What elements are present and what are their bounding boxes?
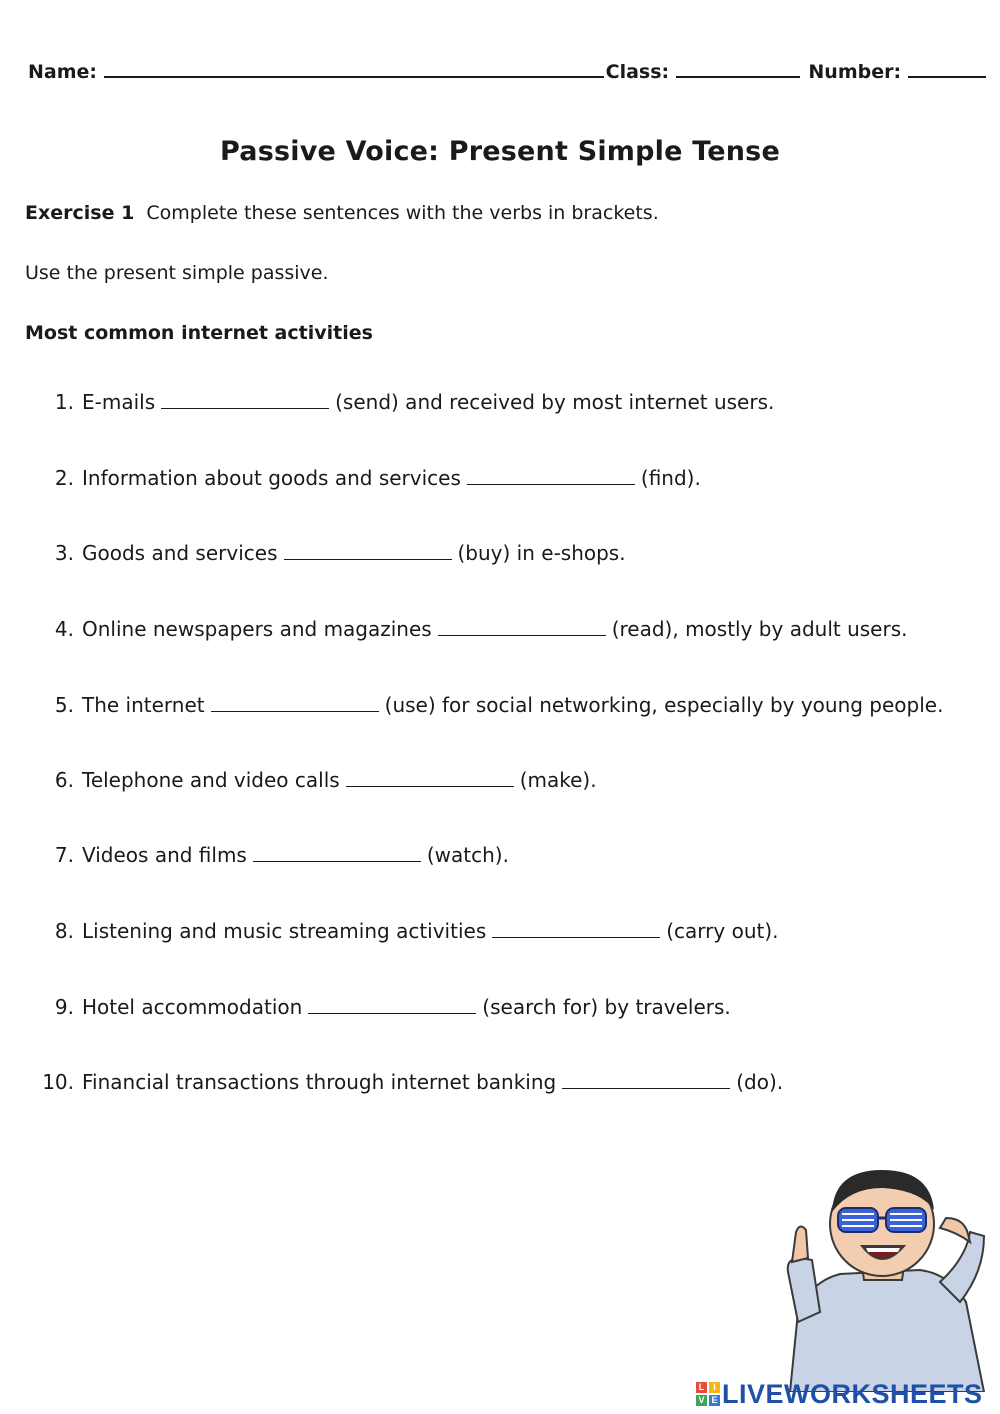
subheading: Most common internet activities <box>25 322 373 344</box>
answer-blank[interactable] <box>562 1070 730 1089</box>
item-text-before: Videos and films <box>82 843 247 867</box>
item-number: 9. <box>54 995 74 1019</box>
exercise-label: Exercise 1 <box>25 202 135 224</box>
item-text-after: (watch). <box>426 843 509 867</box>
boy-illustration <box>770 1162 994 1392</box>
answer-blank[interactable] <box>438 617 606 636</box>
exercise-instruction <box>25 202 659 224</box>
student-info-line <box>28 58 972 83</box>
name-blank[interactable] <box>104 58 604 78</box>
number-blank[interactable] <box>908 58 986 78</box>
item-text-after: (buy) in e-shops. <box>457 541 626 565</box>
class-label: Class: <box>605 61 670 83</box>
answer-blank[interactable] <box>492 919 660 938</box>
number-label: Number: <box>808 61 902 83</box>
answer-blank[interactable] <box>346 768 514 787</box>
worksheet-title: Passive Voice: Present Simple Tense <box>220 136 780 167</box>
item-text-before: The internet <box>82 693 205 717</box>
item-text-after: (do). <box>736 1070 784 1094</box>
item-text-after: (make). <box>519 768 597 792</box>
item-text-before: E-mails <box>82 390 156 414</box>
item-number: 2. <box>54 466 74 490</box>
class-blank[interactable] <box>676 58 800 78</box>
name-label: Name: <box>28 61 98 83</box>
item-number: 8. <box>54 919 74 943</box>
answer-blank[interactable] <box>253 843 421 862</box>
item-number: 1. <box>54 390 74 414</box>
answer-blank[interactable] <box>161 390 329 409</box>
item-text-after: (search for) by travelers. <box>482 995 731 1019</box>
instruction-text-2: Use the present simple passive. <box>25 262 329 284</box>
item-text-after: (send) and received by most internet users. <box>335 390 775 414</box>
item-text-before: Financial transactions through internet banking <box>82 1070 557 1094</box>
instruction-text: Complete these sentences with the verbs in brackets. <box>146 202 659 224</box>
item-text-before: Listening and music streaming activities <box>82 919 487 943</box>
item-number: 4. <box>54 617 74 641</box>
item-text-before: Telephone and video calls <box>82 768 340 792</box>
item-number: 10. <box>42 1070 74 1094</box>
item-text-before: Information about goods and services <box>82 466 461 490</box>
item-text-before: Hotel accommodation <box>82 995 303 1019</box>
item-text-before: Goods and services <box>82 541 278 565</box>
answer-blank[interactable] <box>284 541 452 560</box>
logo-text: LIVEWORKSHEETS <box>722 1378 983 1409</box>
item-text-after: (read), mostly by adult users. <box>611 617 908 641</box>
answer-blank[interactable] <box>467 466 635 485</box>
answer-blank[interactable] <box>211 693 379 712</box>
item-text-after: (find). <box>640 466 701 490</box>
item-number: 3. <box>54 541 74 565</box>
item-number: 5. <box>54 693 74 717</box>
item-text-before: Online newspapers and magazines <box>82 617 432 641</box>
item-number: 6. <box>54 768 74 792</box>
item-number: 7. <box>54 843 74 867</box>
logo-mark-icon: L I V E <box>696 1382 720 1406</box>
answer-blank[interactable] <box>308 995 476 1014</box>
liveworksheets-logo <box>696 1380 983 1408</box>
item-text-after: (use) for social networking, especially by young people. <box>384 693 944 717</box>
item-text-after: (carry out). <box>666 919 779 943</box>
